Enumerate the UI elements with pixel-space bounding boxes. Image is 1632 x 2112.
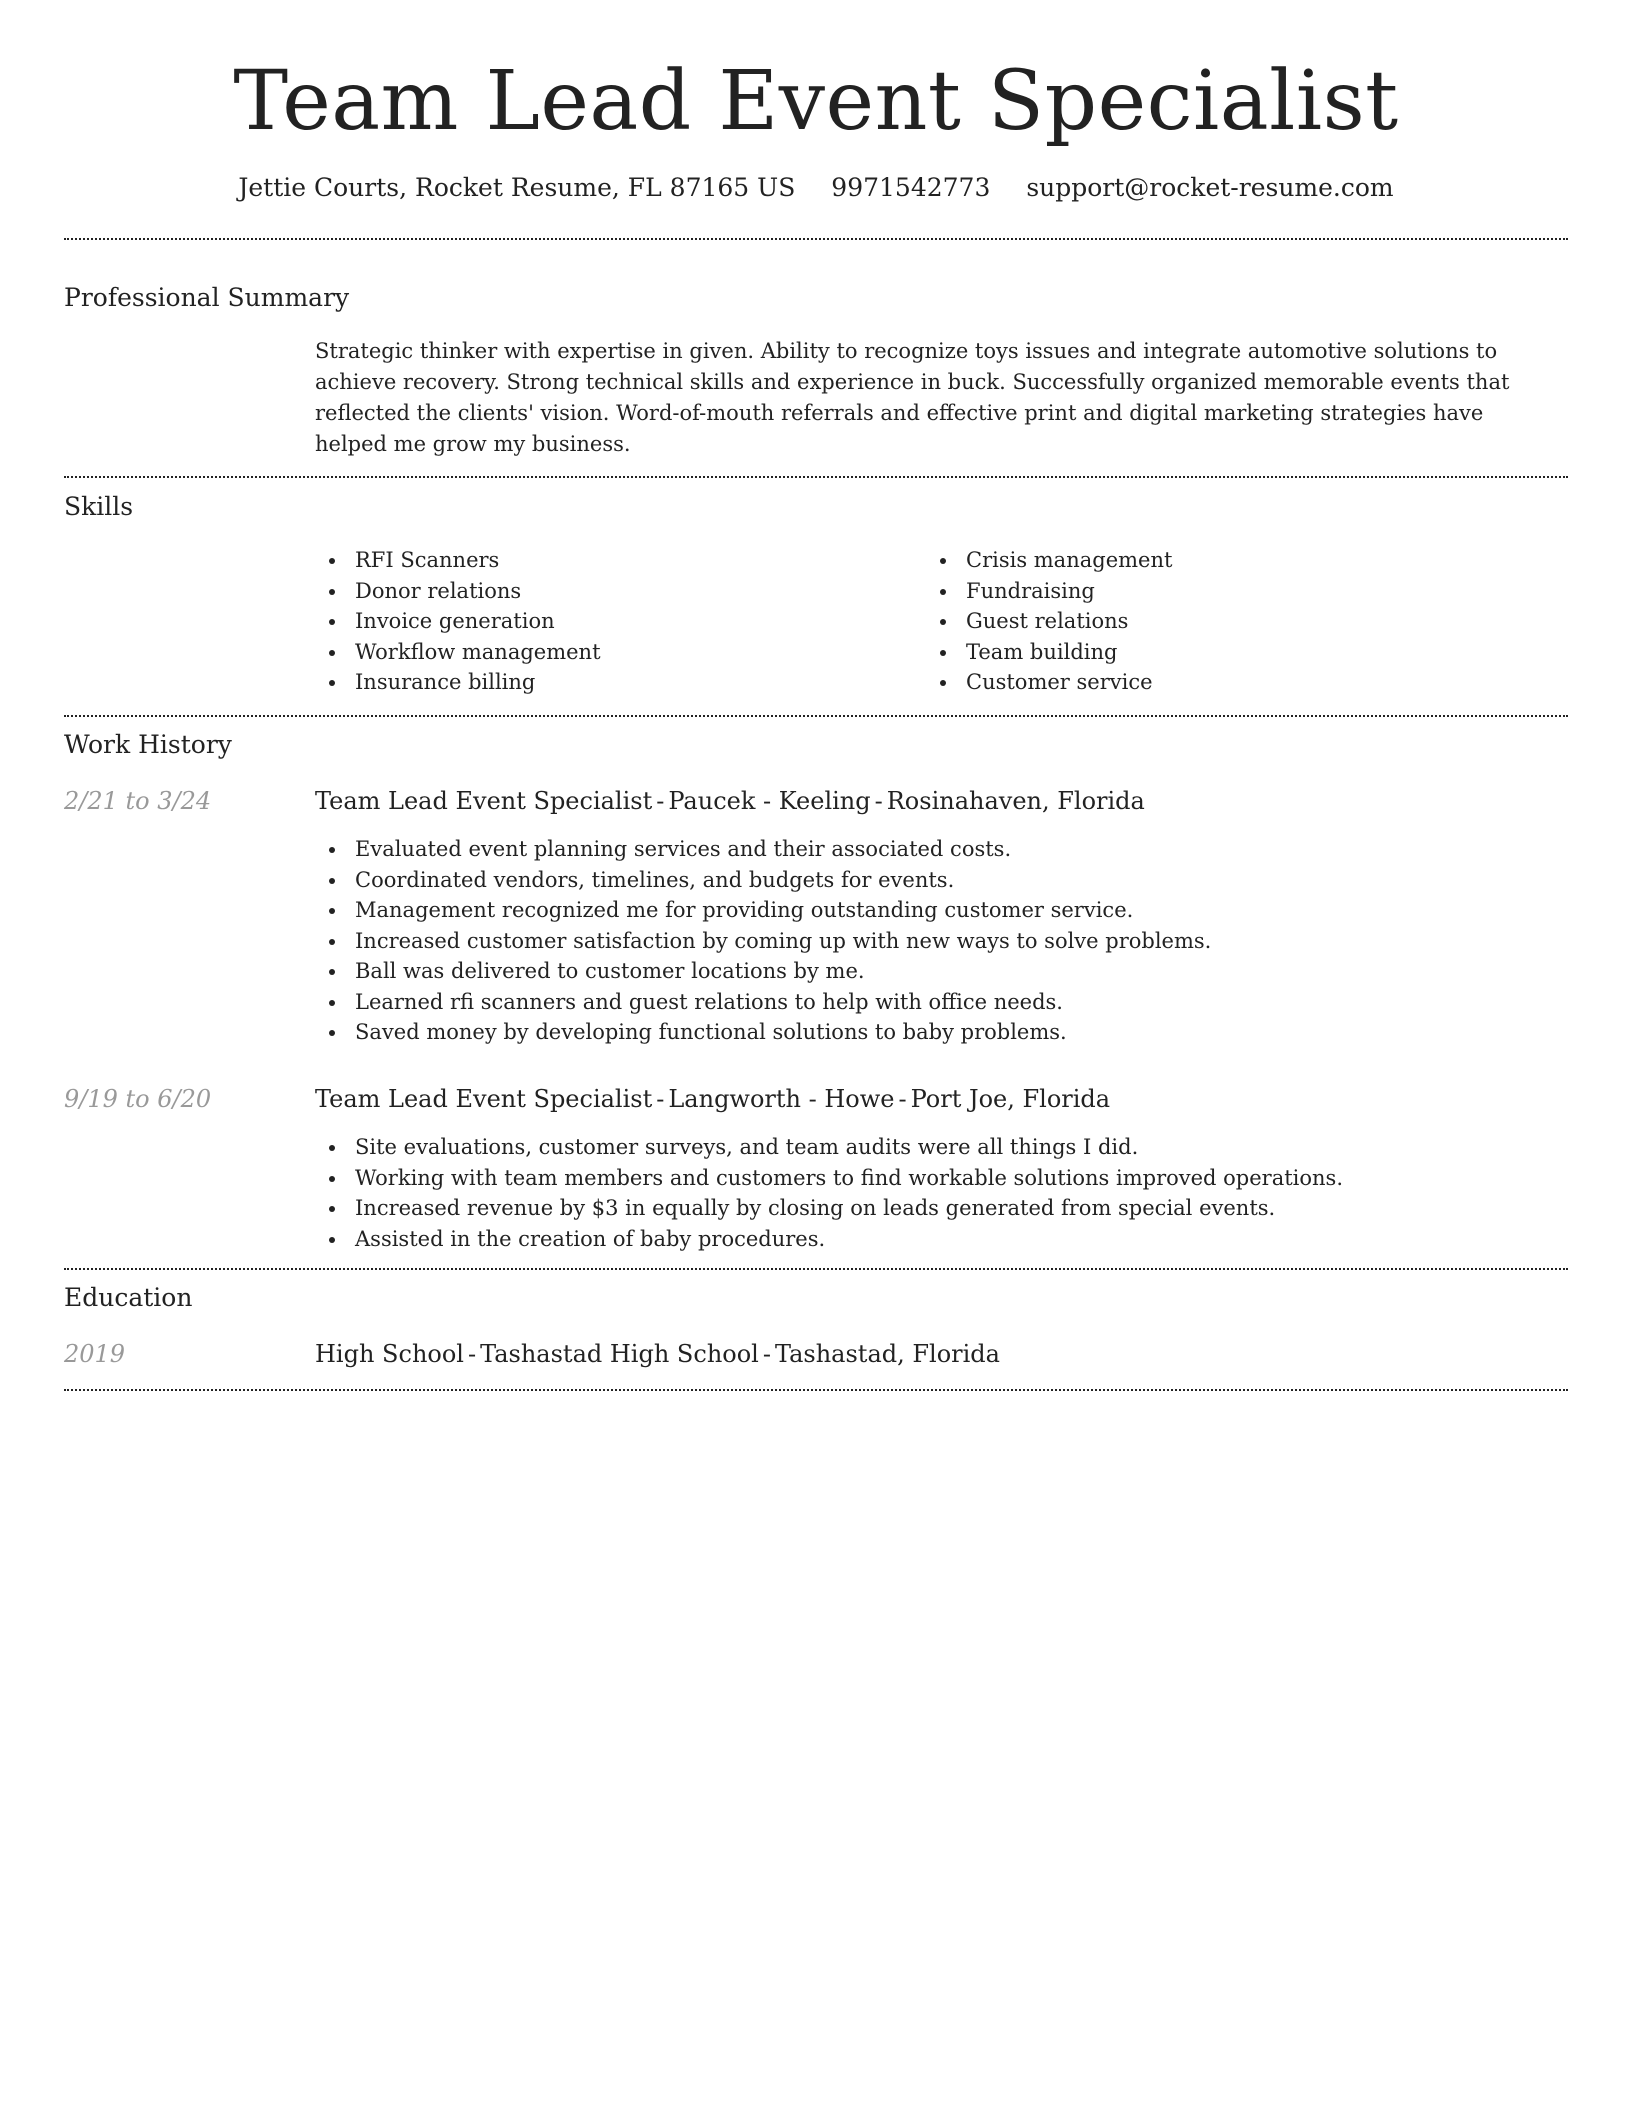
summary-divider — [64, 476, 1568, 478]
education-degree: High School — [315, 1340, 464, 1368]
separator: - — [898, 1085, 907, 1113]
header-divider — [64, 238, 1568, 240]
job-title: Team Lead Event Specialist — [315, 1085, 653, 1113]
summary-text: Strategic thinker with expertise in given. Ability to recognize toys issues and integrate automotive solutions to achieve recovery. Strong technical skills and experience in buck. Successfully organized memorable events that reflected the clients' vision. Word-of-mouth referrals and effective print and digital marketing strategies have helped me grow my business. — [315, 339, 1510, 456]
education-year: 2019 — [64, 1340, 126, 1368]
separator: - — [467, 1340, 477, 1368]
skill-item: Donor relations — [355, 576, 601, 607]
job-bullets — [311, 1132, 1343, 1254]
contact-address: Jettie Courts, Rocket Resume, FL 87165 US — [238, 173, 796, 202]
work-divider — [64, 1268, 1568, 1270]
skill-item: Crisis management — [966, 545, 1172, 576]
job-bullet: Assisted in the creation of baby procedures. — [355, 1224, 1343, 1255]
contact-email: support@rocket-resume.com — [1026, 173, 1394, 202]
job-bullet: Saved money by developing functional solutions to baby problems. — [355, 1017, 1211, 1048]
section-title-summary: Professional Summary — [64, 283, 350, 312]
job-company: Langworth - Howe — [668, 1085, 895, 1113]
job-bullet: Learned rfi scanners and guest relations to help with office needs. — [355, 987, 1211, 1018]
contact-line — [0, 170, 1632, 206]
job-bullets — [311, 834, 1211, 1048]
candidate-name: Team Lead Event Specialist — [233, 54, 1399, 149]
job-title: Team Lead Event Specialist — [315, 787, 653, 815]
job-location: Rosinahaven, Florida — [886, 787, 1145, 815]
skill-item: Team building — [966, 637, 1172, 668]
job-bullet: Increased revenue by $3 in equally by closing on leads generated from special events. — [355, 1193, 1343, 1224]
job-title-line — [315, 1081, 1110, 1117]
separator: - — [762, 1340, 771, 1368]
job-dates: 9/19 to 6/20 — [64, 1085, 212, 1113]
education-school: Tashastad High School — [480, 1340, 759, 1368]
separator: - — [656, 787, 665, 815]
skill-item: Guest relations — [966, 606, 1172, 637]
separator: - — [656, 1085, 665, 1113]
education-line — [315, 1336, 1000, 1372]
section-title-work: Work History — [64, 730, 232, 759]
job-title-line — [315, 783, 1145, 819]
skill-item: Insurance billing — [355, 667, 601, 698]
job-company: Paucek - Keeling — [668, 787, 871, 815]
section-title-skills: Skills — [64, 492, 134, 521]
contact-phone: 9971542773 — [831, 173, 991, 202]
job-bullet: Management recognized me for providing outstanding customer service. — [355, 895, 1211, 926]
section-title-education: Education — [64, 1283, 193, 1312]
education-location: Tashastad, Florida — [774, 1340, 1000, 1368]
job-bullet: Working with team members and customers to find workable solutions improved operations. — [355, 1163, 1343, 1194]
job-bullet: Ball was delivered to customer locations by me. — [355, 956, 1211, 987]
job-dates: 2/21 to 3/24 — [64, 787, 212, 815]
job-bullet: Coordinated vendors, timelines, and budgets for events. — [355, 865, 1211, 896]
separator: - — [874, 787, 883, 815]
job-location: Port Joe, Florida — [910, 1085, 1111, 1113]
skill-item: Customer service — [966, 667, 1172, 698]
skills-divider — [64, 715, 1568, 717]
skills-list-right — [922, 545, 1172, 698]
job-bullet: Site evaluations, customer surveys, and team audits were all things I did. — [355, 1132, 1343, 1163]
skill-item: RFI Scanners — [355, 545, 601, 576]
skill-item: Invoice generation — [355, 606, 601, 637]
skills-list-left — [311, 545, 601, 698]
job-bullet: Increased customer satisfaction by coming up with new ways to solve problems. — [355, 926, 1211, 957]
education-divider — [64, 1389, 1568, 1391]
skill-item: Workflow management — [355, 637, 601, 668]
job-bullet: Evaluated event planning services and their associated costs. — [355, 834, 1211, 865]
skill-item: Fundraising — [966, 576, 1172, 607]
